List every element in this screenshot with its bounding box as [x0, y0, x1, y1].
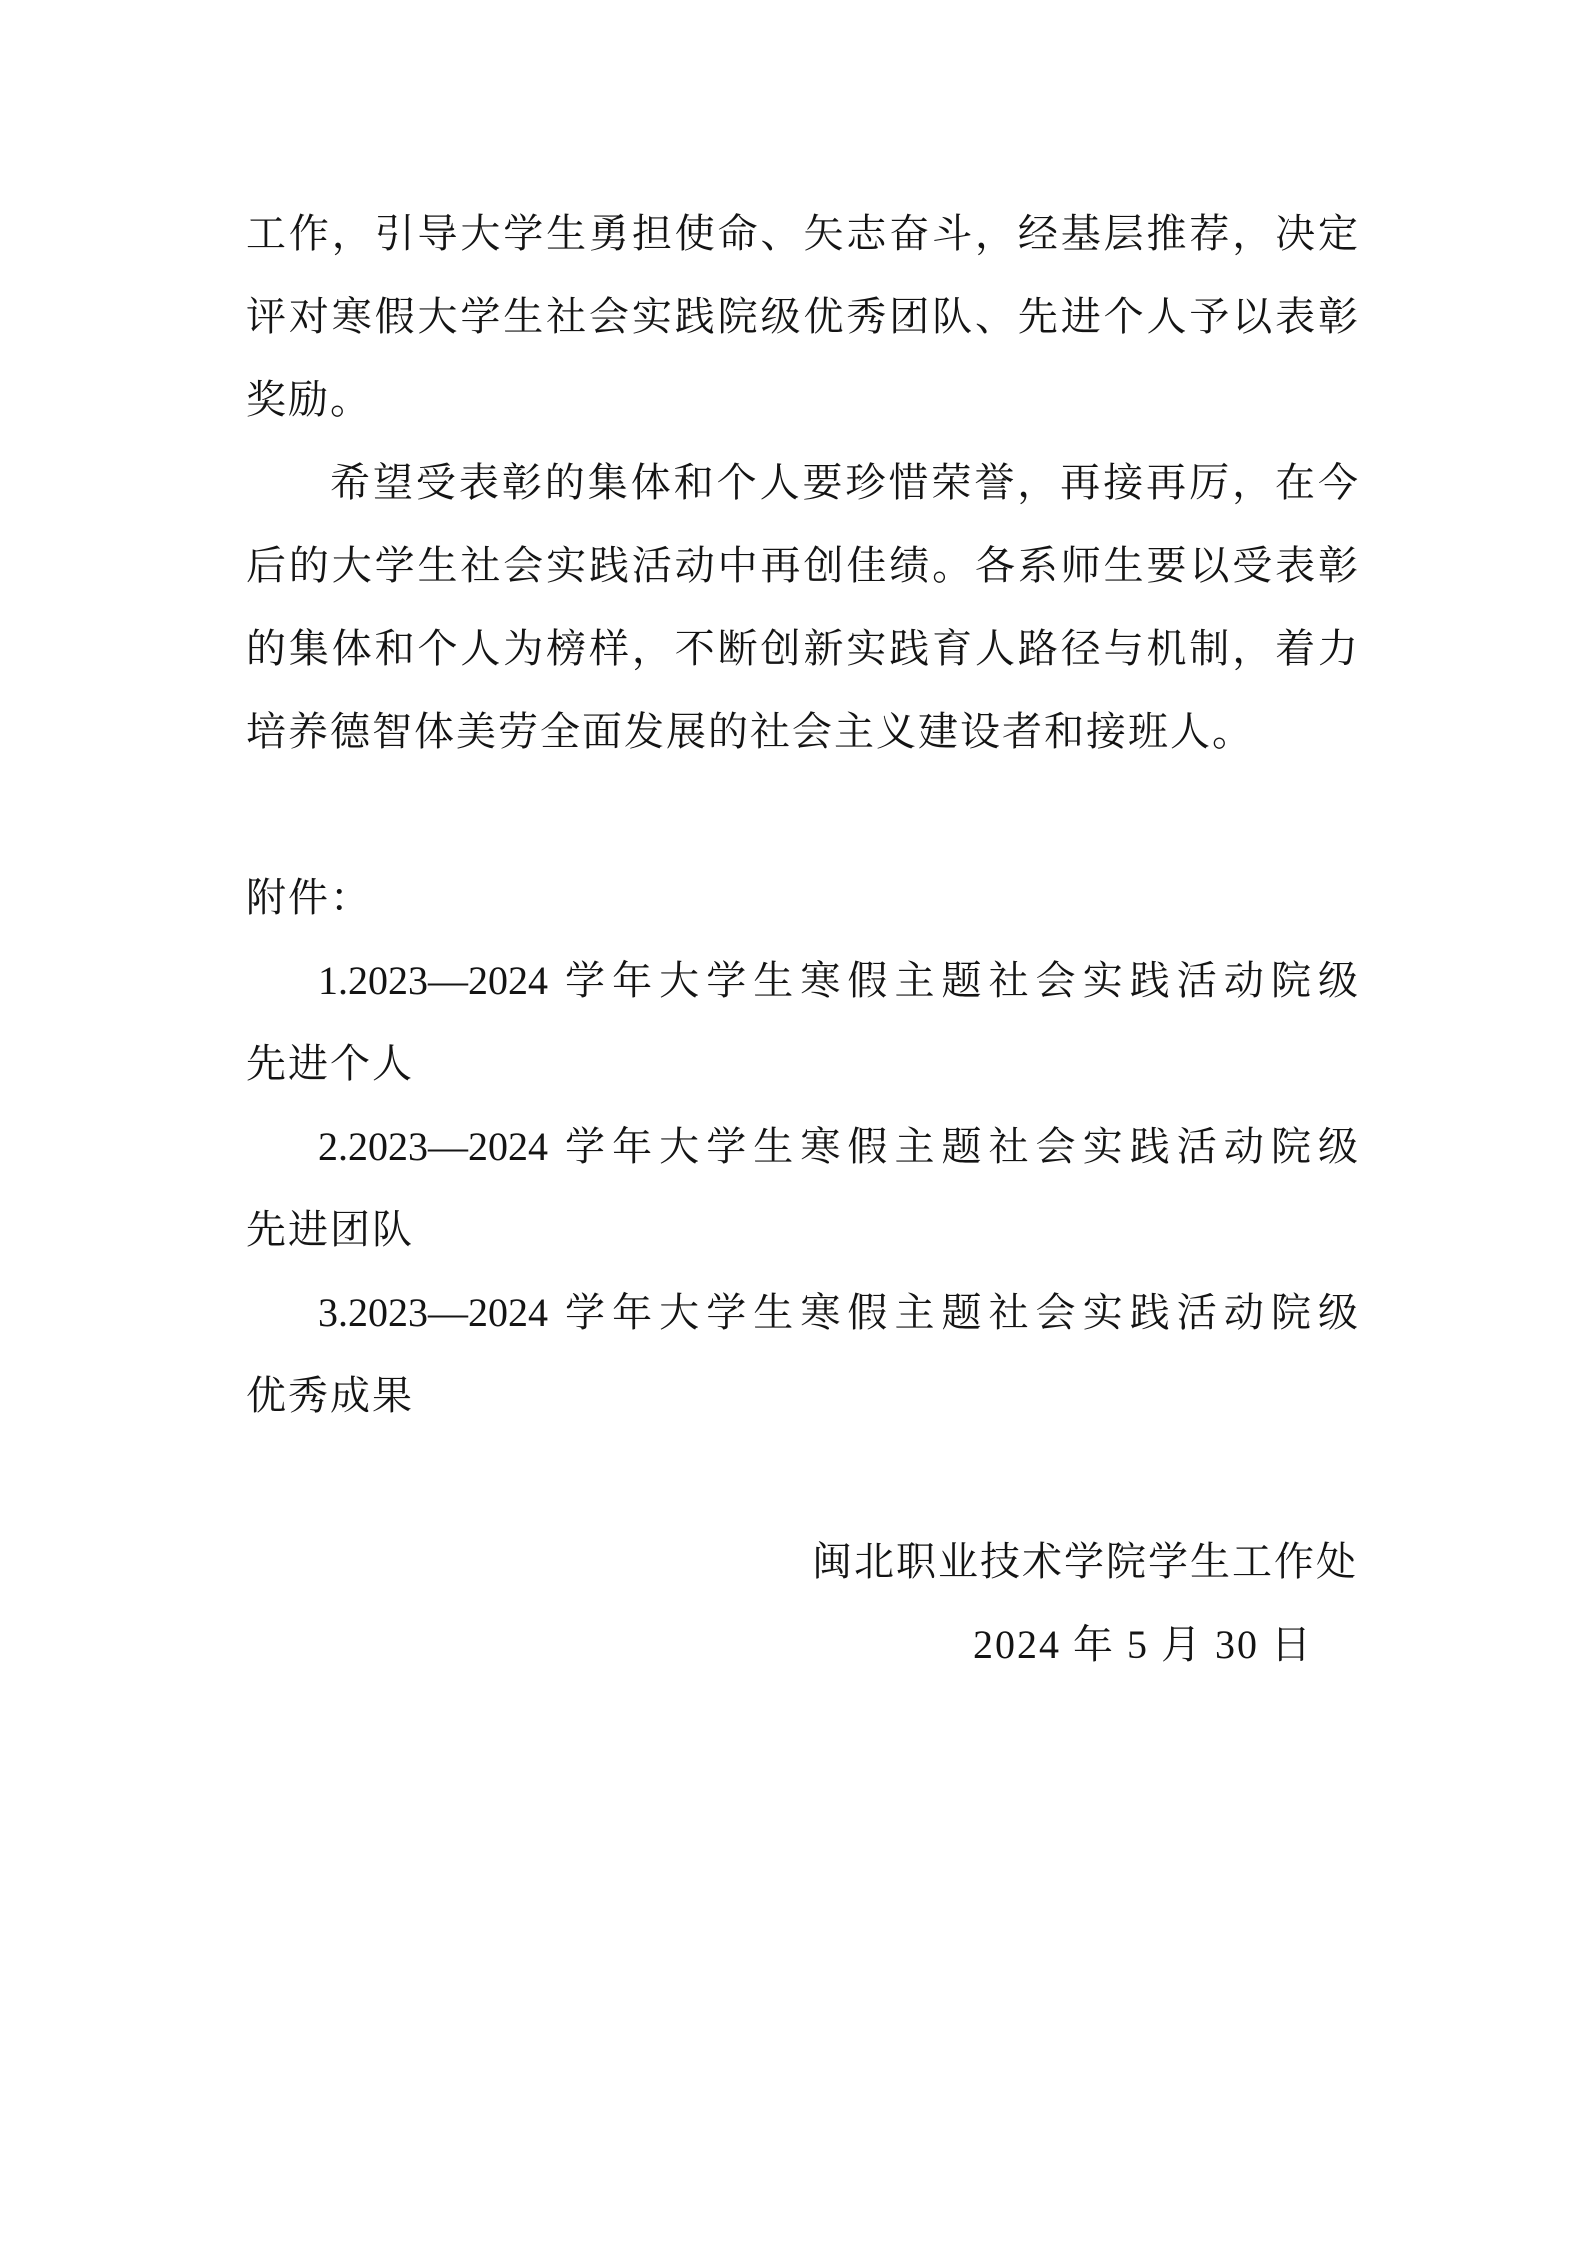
- blank-line: [246, 1437, 1358, 1520]
- attachment-item1-line2: 先进个人: [246, 1041, 414, 1086]
- signature-organization: 闽北职业技术学院学生工作处: [812, 1539, 1358, 1584]
- paragraph2-line3: 的集体和个人为榜样，不断创新实践育人路径与机制，着力: [246, 626, 1358, 671]
- attachment-item2-line1: 2.2023—2024 学年大学生寒假主题社会实践活动院级: [318, 1124, 1358, 1169]
- paragraph1-line1: 工作，引导大学生勇担使命、矢志奋斗，经基层推荐，决定: [246, 211, 1358, 256]
- attachment-item3-line2: 优秀成果: [246, 1373, 414, 1418]
- attachment-item1-line1: 1.2023—2024 学年大学生寒假主题社会实践活动院级: [318, 958, 1358, 1003]
- attachment-item2-line2: 先进团队: [246, 1207, 414, 1252]
- paragraph2-line2: 后的大学生社会实践活动中再创佳绩。各系师生要以受表彰: [246, 543, 1358, 588]
- attachment-item3-line1: 3.2023—2024 学年大学生寒假主题社会实践活动院级: [318, 1290, 1358, 1335]
- signature-date: 2024 年 5 月 30 日: [973, 1622, 1313, 1667]
- paragraph1-line2: 评对寒假大学生社会实践院级优秀团队、先进个人予以表彰: [246, 294, 1358, 339]
- paragraph2-line1: 希望受表彰的集体和个人要珍惜荣誉，再接再厉，在今: [330, 460, 1358, 505]
- paragraph1-line3: 奖励。: [246, 377, 372, 422]
- attachments-label: 附件：: [246, 875, 372, 920]
- blank-line: [246, 773, 1358, 856]
- document-body: [246, 192, 1358, 1686]
- paragraph2-line4: 培养德智体美劳全面发展的社会主义建设者和接班人。: [246, 709, 1254, 754]
